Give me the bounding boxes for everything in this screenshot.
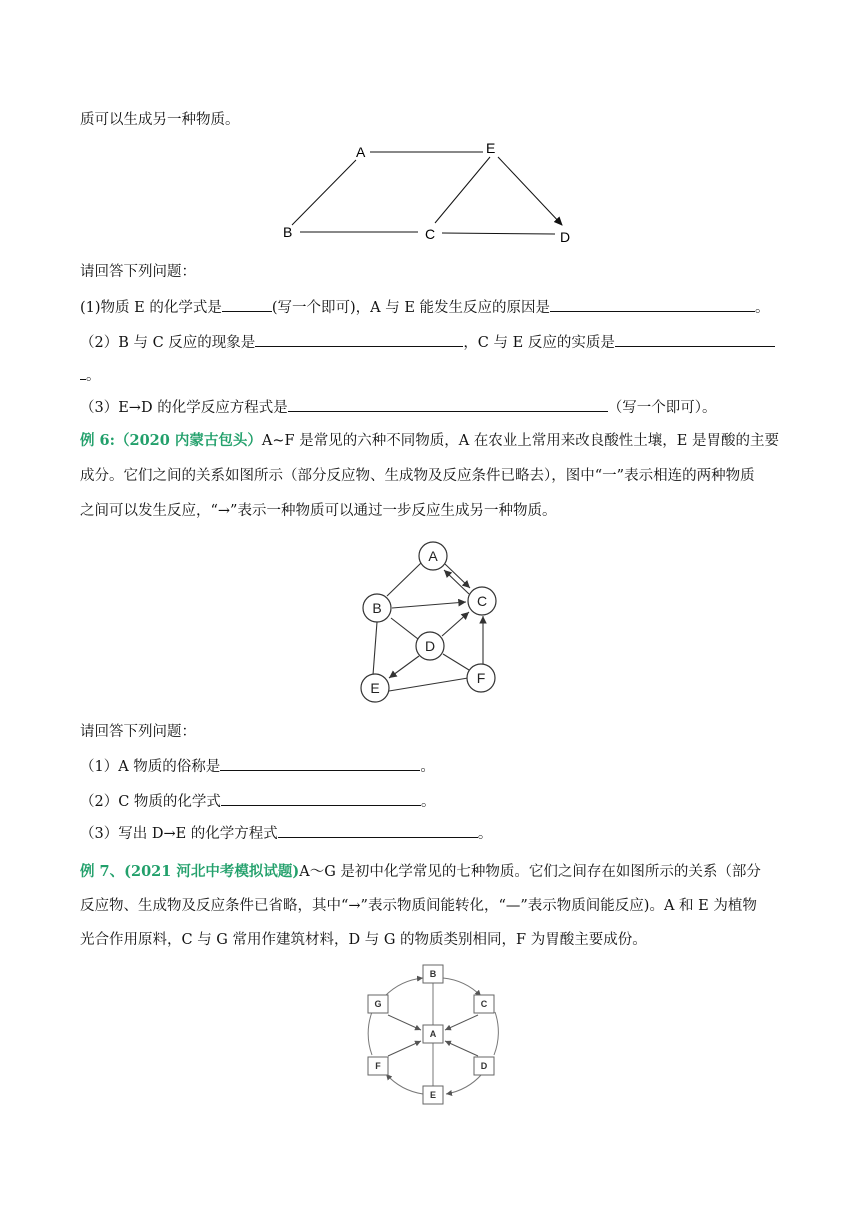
question-1 [80, 756, 784, 777]
arc-f-g [368, 1012, 372, 1055]
arrow-d-c [442, 612, 469, 636]
arrow-g-a [388, 1015, 421, 1030]
q1-end: 。 [420, 759, 435, 775]
arrow-b-c [392, 602, 466, 608]
diagram-1 [270, 135, 590, 250]
example-6-line-2: 成分。它们之间的关系如图所示（部分反应物、生成物及反应条件已略去），图中“一”表示相连的两种物质 [80, 468, 755, 484]
arrow-e-d [498, 157, 562, 225]
edge-c-d [442, 233, 555, 234]
edge-b-e [373, 622, 377, 675]
q2-end: 。 [86, 368, 101, 384]
q2-text-b: ，C 与 E 反应的实质是 [463, 335, 615, 351]
intro-text: 请回答下列问题： [80, 264, 196, 280]
node-b: B [429, 969, 437, 979]
arc-d-e [446, 1074, 482, 1094]
answer-blank[interactable] [550, 297, 755, 312]
example-6-label: 例 6:（2020 内蒙古包头） [80, 432, 262, 449]
q3-end: 。 [477, 826, 493, 842]
q1-text: （1）A 物质的俗称是 [80, 759, 221, 775]
node-c: C [476, 593, 488, 609]
question-2 [80, 791, 784, 812]
q3-text-a: （3）E→D 的化学反应方程式是 [80, 400, 288, 416]
question-3 [80, 823, 784, 844]
node-a: A [428, 548, 438, 564]
example-7-line-3: 光合作用原料，C 与 G 常用作建筑材料，D 与 G 的物质类别相同，F 为胃酸主要成份。 [80, 932, 647, 948]
intro-text: 请回答下列问题： [80, 724, 196, 740]
arrow-a-c [445, 564, 470, 588]
arrow-d-e [389, 656, 419, 678]
node-f: F [476, 670, 486, 686]
arrow-c-a [445, 1015, 478, 1030]
question-2 [80, 332, 784, 353]
question-3 [80, 397, 784, 418]
node-d: D [424, 638, 436, 654]
arrow-f-a [388, 1041, 421, 1056]
answer-blank[interactable] [288, 397, 608, 412]
example-6-line-3: 之间可以发生反应，“→”表示一种物质可以通过一步反应生成另一种物质。 [80, 503, 557, 519]
node-e: E [429, 1090, 437, 1100]
q2-text-a: （2）B 与 C 反应的现象是 [80, 335, 256, 351]
arrow-d-a [445, 1041, 478, 1056]
node-a: A [429, 1029, 437, 1039]
edge-a-b [387, 563, 421, 596]
node-e: E [370, 680, 380, 696]
edge-e-f [389, 678, 468, 691]
example-6-line-1 [80, 431, 784, 451]
node-f: F [375, 1061, 381, 1071]
example-7-label: 例 7、(2021 河北中考模拟试题) [80, 863, 300, 880]
node-b: B [372, 600, 382, 616]
arc-c-d [494, 1012, 498, 1055]
diagram-2 [355, 538, 505, 708]
question-1 [80, 297, 784, 318]
q1-text-a: (1)物质 E 的化学式是 [80, 300, 222, 316]
node-c: C [425, 226, 436, 242]
example-7-line-2: 反应物、生成物及反应条件已省略，其中“→”表示物质间能转化，“—”表示物质间能反应)。A 和 E 为植物 [80, 898, 757, 914]
node-g: G [374, 999, 382, 1009]
arc-e-f [386, 1074, 423, 1094]
node-c: C [480, 999, 488, 1009]
arrow-c-a [444, 570, 469, 594]
answer-blank[interactable] [220, 756, 420, 771]
q1-end: 。 [755, 300, 770, 316]
arc-b-c [443, 978, 481, 996]
question-2-cont [80, 365, 784, 386]
text-line: 质可以生成另一种物质。 [80, 112, 240, 128]
q2-end: 。 [420, 794, 436, 810]
answer-blank[interactable] [221, 791, 421, 806]
answer-blank[interactable] [278, 823, 478, 838]
q2-text: （2）C 物质的化学式 [80, 794, 221, 810]
edge-b-d [391, 618, 418, 639]
node-b: B [283, 224, 293, 240]
answer-blank[interactable] [222, 297, 272, 312]
node-a: A [356, 144, 366, 160]
node-d: D [560, 229, 571, 245]
q3-text-b: （写一个即可）。 [607, 400, 717, 416]
example-7-line-1 [80, 862, 784, 882]
edge-d-f [443, 654, 469, 670]
q3-text: （3）写出 D→E 的化学方程式 [80, 826, 278, 842]
diagram-3 [355, 962, 515, 1110]
edge-c-e [435, 157, 490, 223]
example-7-text: A～G 是初中化学常见的七种物质。它们之间存在如图所示的关系（部分 [299, 864, 761, 880]
arc-g-b [385, 978, 423, 996]
node-d: D [480, 1061, 488, 1071]
q1-text-b: (写一个即可)，A 与 E 能发生反应的原因是 [271, 300, 551, 316]
edge-a-b [292, 160, 356, 225]
example-6-text: A~F 是常见的六种不同物质，A 在农业上常用来改良酸性土壤，E 是胃酸的主要 [261, 433, 779, 449]
answer-blank[interactable] [255, 332, 463, 347]
node-e: E [486, 140, 496, 156]
answer-blank[interactable] [615, 332, 775, 347]
